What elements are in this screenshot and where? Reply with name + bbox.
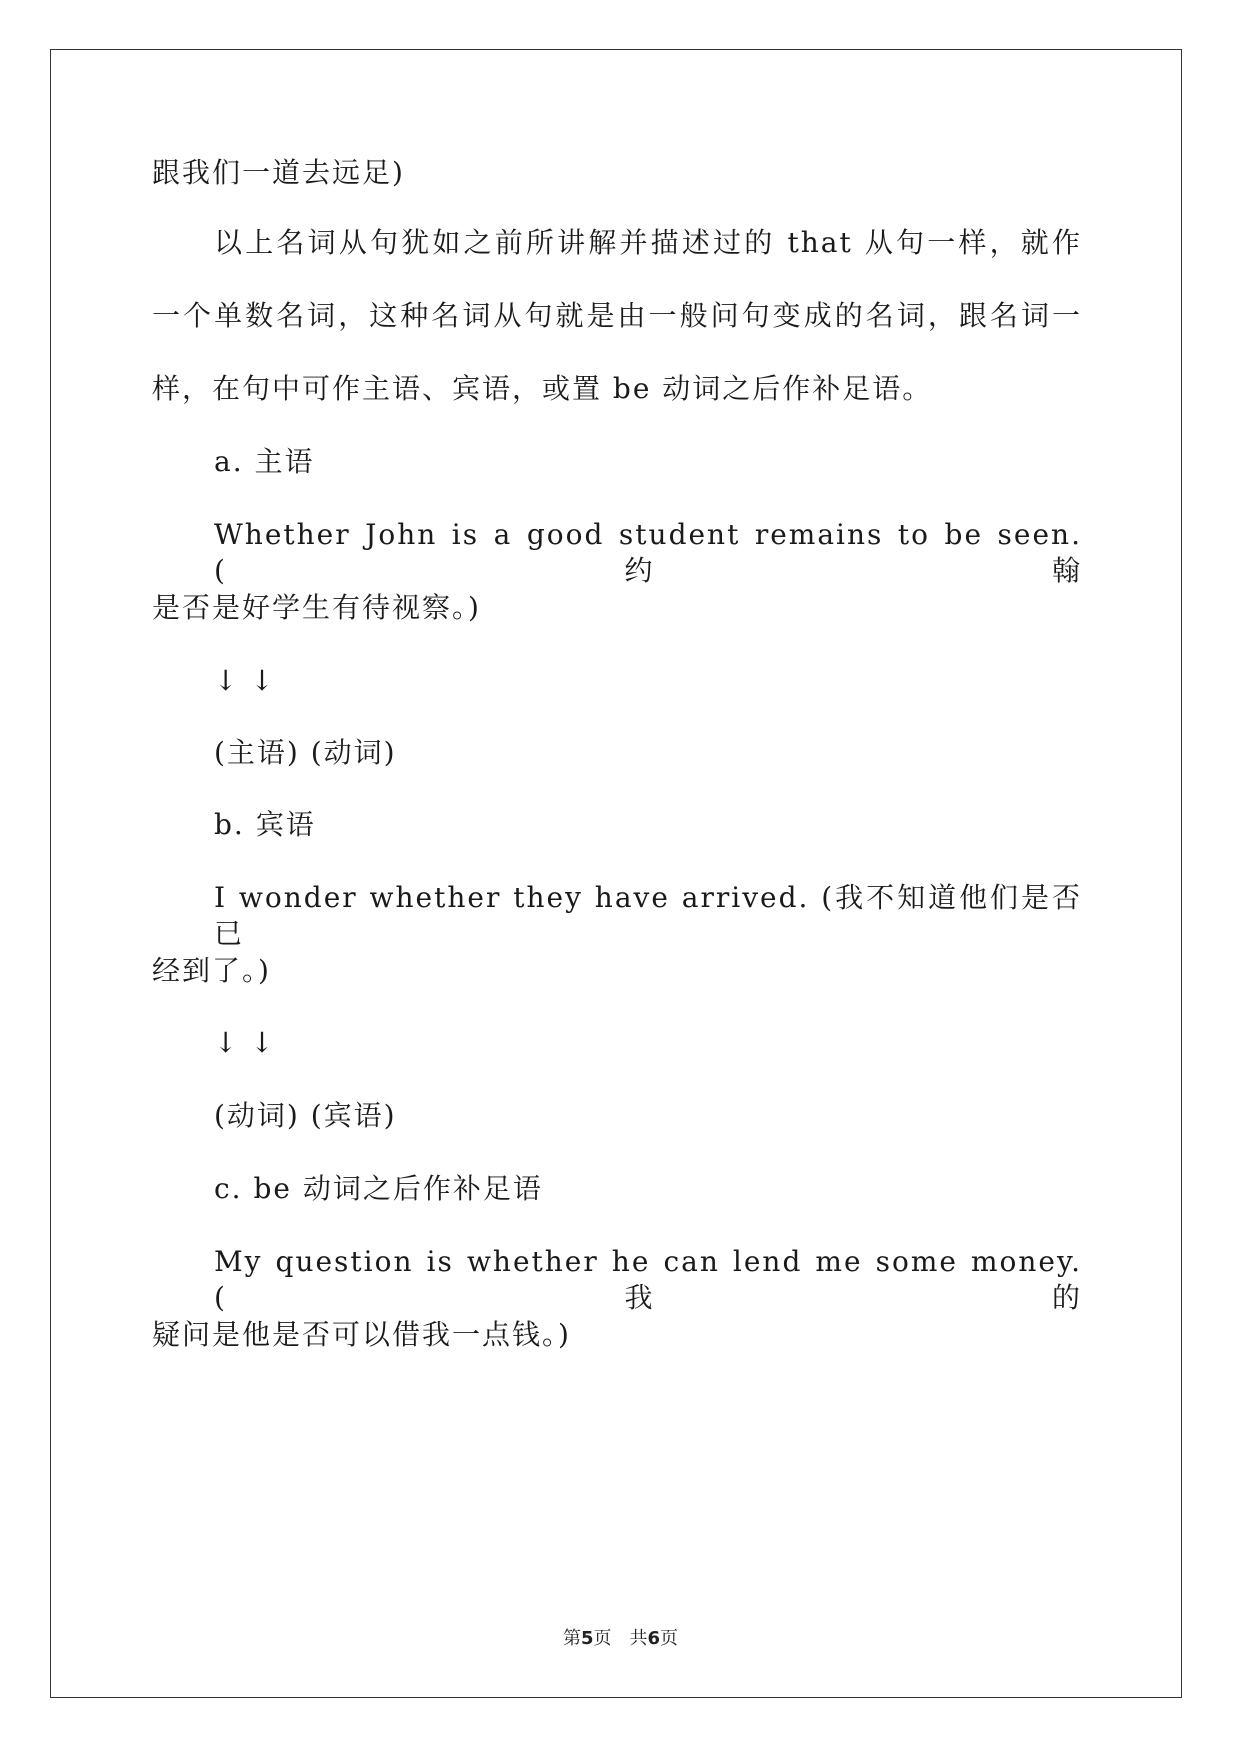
- arrow-markers: ↓ ↓: [214, 1026, 276, 1059]
- total-prefix: 共: [629, 1628, 648, 1649]
- page-suffix: 页: [593, 1628, 612, 1649]
- text-line: 是否是好学生有待视察。): [152, 591, 481, 624]
- text-line: 经到了。): [152, 954, 271, 987]
- example-sentence: Whether John is a good student remains to be seen.(约翰: [214, 518, 1082, 587]
- section-heading: c. be 动词之后作补足语: [214, 1172, 543, 1205]
- grammar-labels: (动词) (宾语): [214, 1099, 397, 1132]
- example-sentence: I wonder whether they have arrived. (我不知道他们是否已: [214, 881, 1082, 950]
- text-line: 疑问是他是否可以借我一点钱。): [152, 1318, 571, 1351]
- arrow-markers: ↓ ↓: [214, 664, 276, 697]
- text-line: 一个单数名词，这种名词从句就是由一般问句变成的名词，跟名词一: [152, 299, 1082, 332]
- page-border: [50, 49, 1182, 1698]
- total-page-count: 6: [647, 1628, 661, 1649]
- current-page-number: 5: [580, 1628, 594, 1649]
- section-heading: b. 宾语: [214, 808, 316, 841]
- text-line: 以上名词从句犹如之前所讲解并描述过的 that 从句一样，就作: [214, 226, 1082, 259]
- text-line: 跟我们一道去远足): [152, 156, 405, 189]
- page-footer: [0, 1624, 1241, 1650]
- total-suffix: 页: [660, 1628, 679, 1649]
- page-prefix: 第: [562, 1628, 581, 1649]
- example-sentence: My question is whether he can lend me some money. (我的: [214, 1245, 1082, 1314]
- grammar-labels: (主语) (动词): [214, 736, 397, 769]
- text-line: 样，在句中可作主语、宾语，或置 be 动词之后作补足语。: [152, 372, 933, 405]
- section-heading: a. 主语: [214, 445, 315, 478]
